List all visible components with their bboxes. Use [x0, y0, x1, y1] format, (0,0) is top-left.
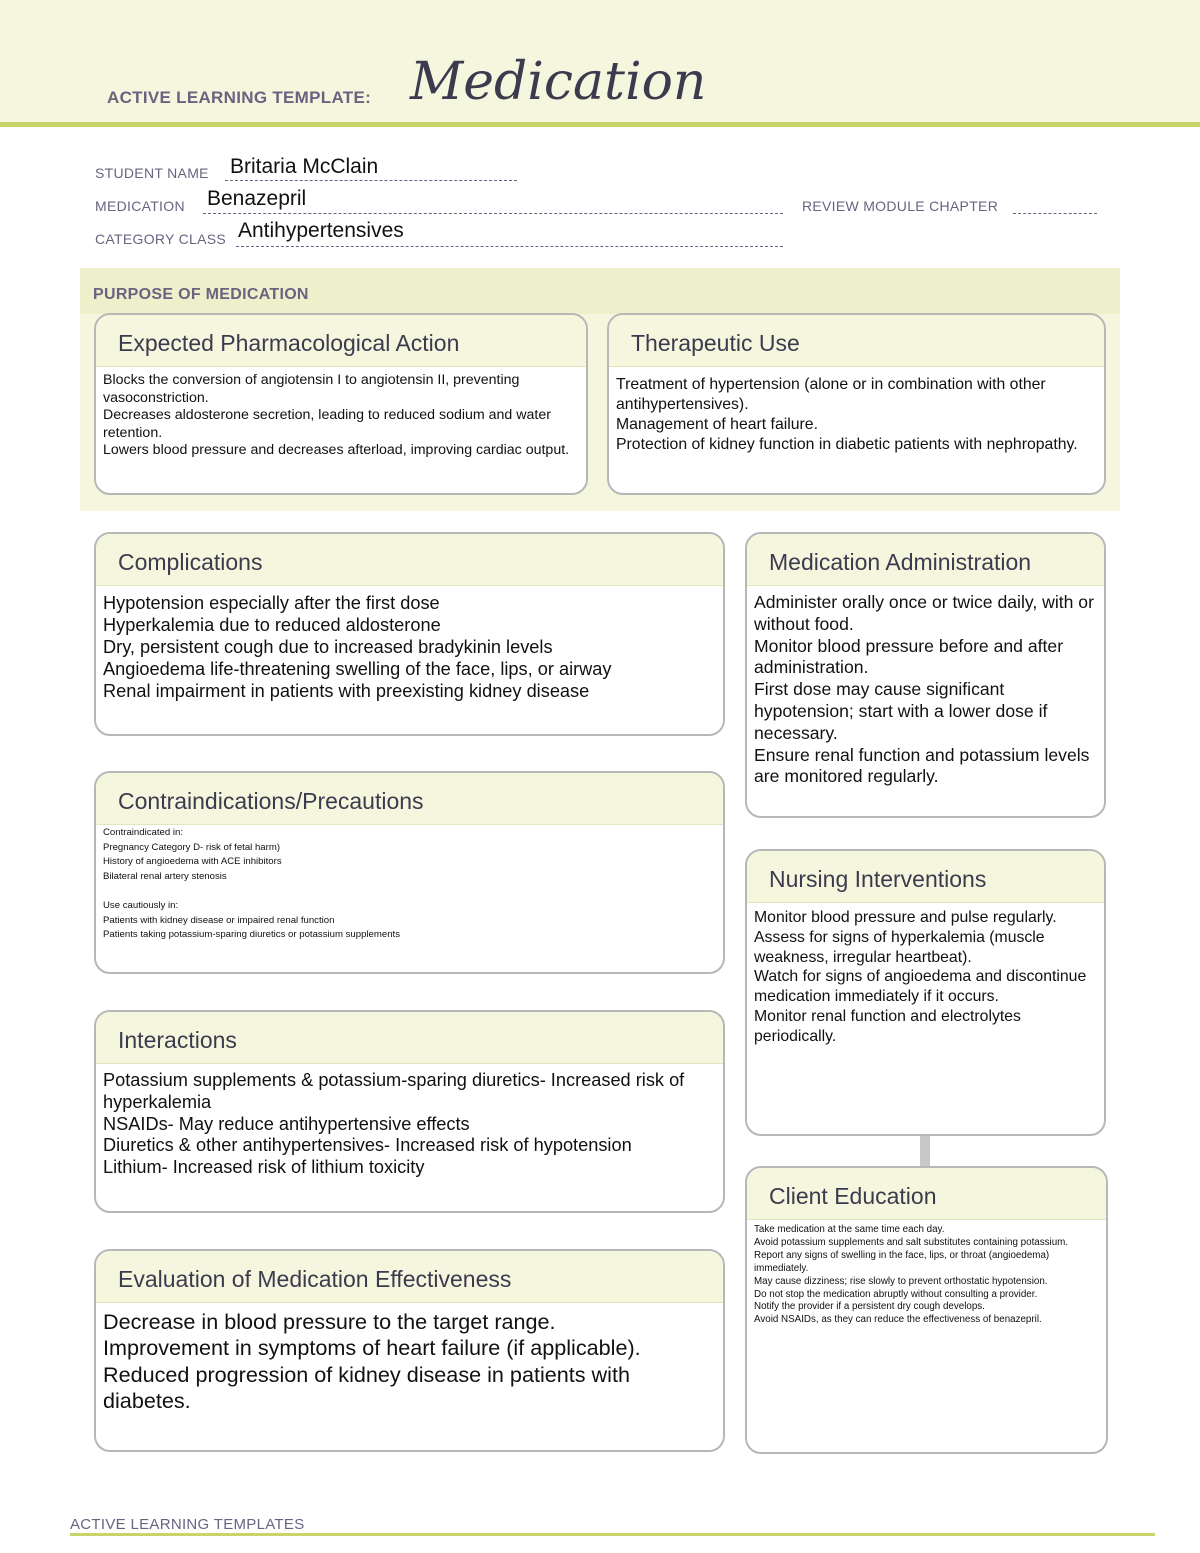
- contraindications-text[interactable]: Contraindicated in: Pregnancy Category D- risk of fetal harm) History of angioedema with ACE inhibitors Bilateral renal artery stenosis Use cautiously in: Patients with kidney disease or impaired renal function Patients taking potassium-sparing diuretics or potassium supplements: [103, 827, 401, 941]
- interactions-title: Interactions: [96, 1012, 723, 1064]
- purpose-title: PURPOSE OF MEDICATION: [93, 286, 309, 303]
- contraindications-box: [94, 771, 725, 974]
- client-education-title: Client Education: [747, 1168, 1106, 1220]
- footer-rule: [70, 1533, 1155, 1536]
- complications-text[interactable]: Hypotension especially after the first dose Hyperkalemia due to reduced aldosterone Dry, persistent cough due to increased bradykinin levels Angioedema life-threatening swelling of the face, lips, or airway Renal impairment in patients with preexisting kidney disease: [103, 593, 612, 701]
- interactions-text[interactable]: Potassium supplements & potassium-sparing diuretics- Increased risk of hyperkalemia NSAIDs- May reduce antihypertensive effects Diuretics & other antihypertensives- Increased risk of hypotension Lithium- Increased risk of lithium toxicity: [103, 1070, 685, 1178]
- medication-field[interactable]: Benazepril: [207, 187, 307, 210]
- connector-bar: [920, 1136, 930, 1166]
- nursing-text[interactable]: Monitor blood pressure and pulse regularly. Assess for signs of hyperkalemia (muscle weakness, irregular heartbeat). Watch for signs of angioedema and discontinue medication immediately if it occurs. Monitor renal function and electrolytes periodically.: [754, 909, 1087, 1045]
- interactions-box: [94, 1010, 725, 1213]
- client-education-text[interactable]: Take medication at the same time each day. Avoid potassium supplements and salt substitutes containing potassium. Report any signs of swelling in the face, lips, or throat (angioedema) immediately. May cause dizziness; rise slowly to prevent orthostatic hypotension. Do not stop the medication abruptly without consulting a provider. Notify the provider if a persistent dry cough develops. Avoid NSAIDs, as they can reduce the effectiveness of benazepril.: [754, 1224, 1069, 1326]
- complications-box: [94, 532, 725, 736]
- therapeutic-use-box: [607, 313, 1106, 495]
- nursing-title: Nursing Interventions: [747, 851, 1104, 903]
- student-name-label: STUDENT NAME: [95, 165, 209, 181]
- student-name-line: [225, 180, 517, 181]
- page-title: Medication: [410, 52, 707, 112]
- evaluation-title: Evaluation of Medication Effectiveness: [96, 1251, 723, 1303]
- client-education-box: [745, 1166, 1108, 1454]
- footer-label: ACTIVE LEARNING TEMPLATES: [70, 1516, 305, 1533]
- review-module-field[interactable]: [1013, 213, 1097, 214]
- therapeutic-use-title: Therapeutic Use: [609, 315, 1104, 367]
- category-class-field[interactable]: Antihypertensives: [238, 219, 404, 242]
- complications-title: Complications: [96, 534, 723, 586]
- administration-title: Medication Administration: [747, 534, 1104, 586]
- nursing-box: [745, 849, 1106, 1136]
- category-class-line: [236, 246, 783, 247]
- medication-line: [203, 213, 783, 214]
- expected-action-box: [94, 313, 588, 495]
- contraindications-title: Contraindications/Precautions: [96, 773, 723, 825]
- template-label: ACTIVE LEARNING TEMPLATE:: [107, 88, 372, 107]
- expected-action-title: Expected Pharmacological Action: [96, 315, 586, 367]
- administration-box: [745, 532, 1106, 818]
- review-module-label: REVIEW MODULE CHAPTER: [802, 198, 999, 214]
- therapeutic-use-text[interactable]: Treatment of hypertension (alone or in combination with other antihypertensives). Management of heart failure. Protection of kidney function in diabetic patients with nephropathy.: [616, 376, 1078, 453]
- expected-action-text[interactable]: Blocks the conversion of angiotensin I to angiotensin II, preventing vasoconstriction. Decreases aldosterone secretion, leading to reduced sodium and water retention. Lowers blood pressure and decreases afterload, improving cardiac output.: [103, 372, 570, 459]
- category-class-label: CATEGORY CLASS: [95, 231, 227, 247]
- header-rule: [0, 122, 1200, 127]
- evaluation-text[interactable]: Decrease in blood pressure to the target range. Improvement in symptoms of heart failure (if applicable). Reduced progression of kidney disease in patients with diabetes.: [103, 1309, 641, 1414]
- administration-text[interactable]: Administer orally once or twice daily, with or without food. Monitor blood pressure before and after administration. First dose may cause significant hypotension; start with a lower dose if necessary. Ensure renal function and potassium levels are monitored regularly.: [754, 592, 1094, 787]
- medication-label: MEDICATION: [95, 198, 185, 214]
- evaluation-box: [94, 1249, 725, 1452]
- student-name-field[interactable]: Britaria McClain: [230, 155, 379, 178]
